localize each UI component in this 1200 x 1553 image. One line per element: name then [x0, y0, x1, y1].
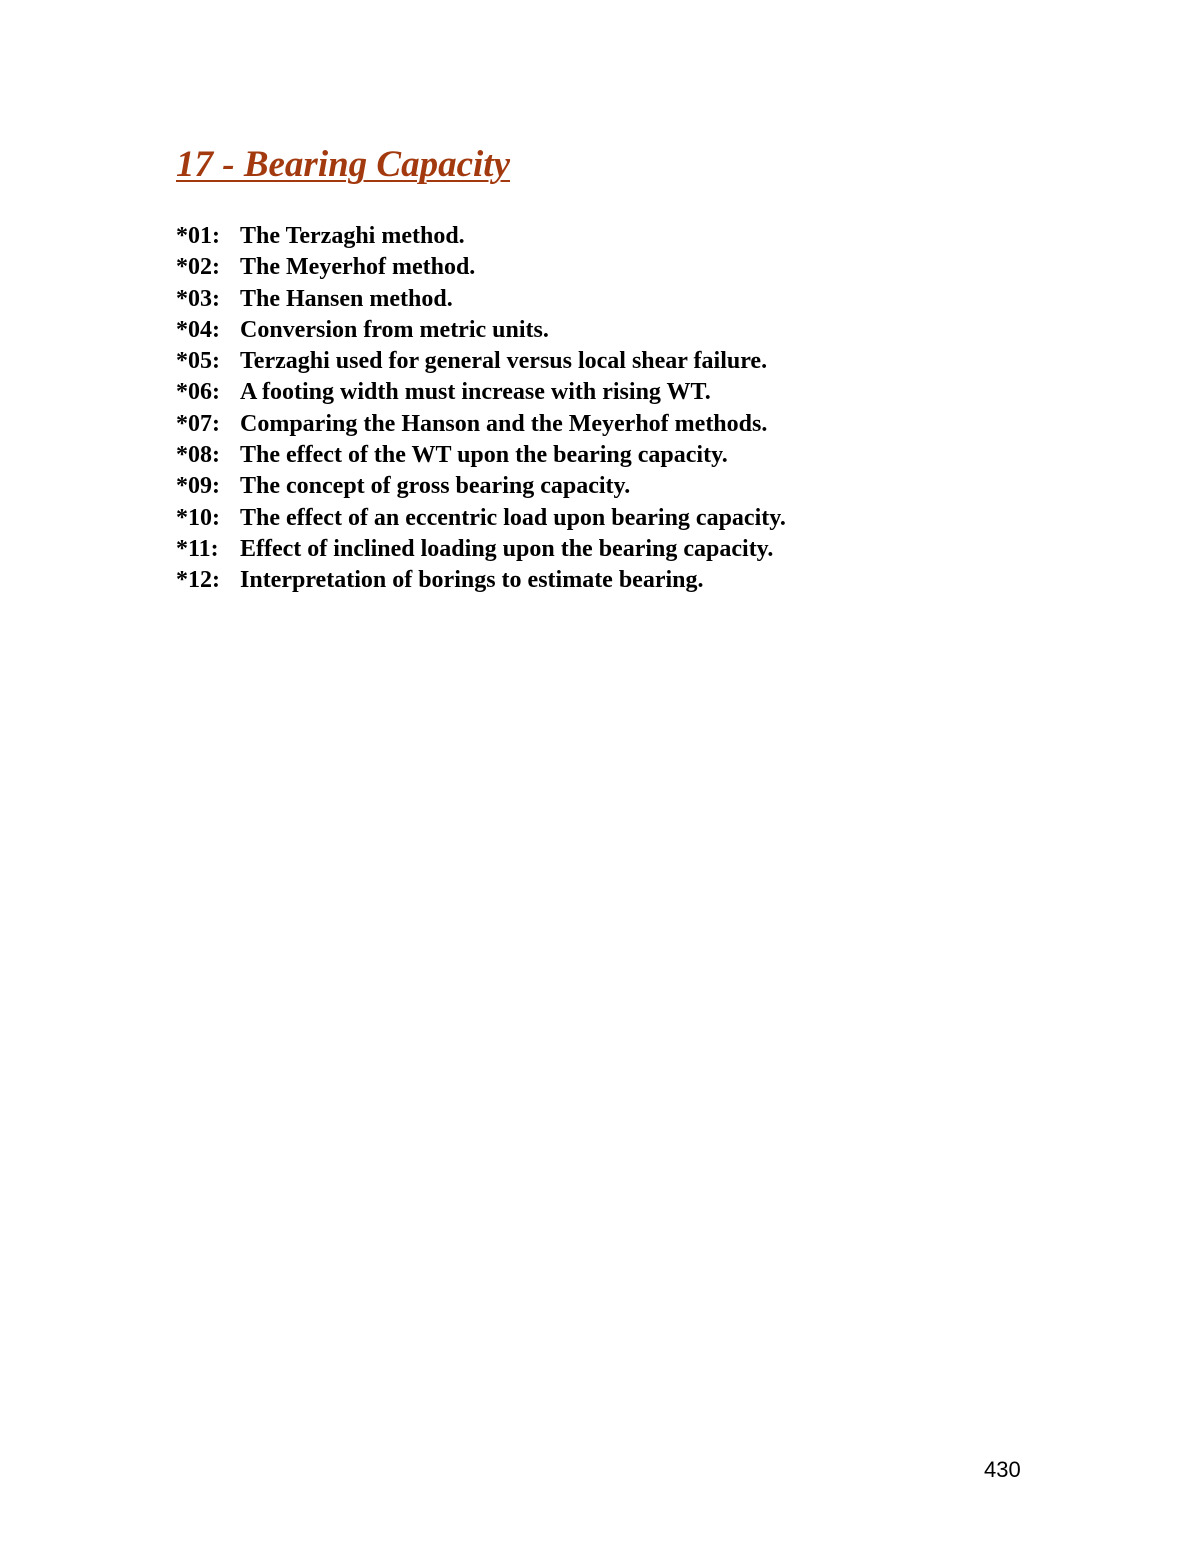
list-item	[176, 284, 786, 315]
item-number: *05:	[176, 348, 220, 375]
list-item	[176, 377, 786, 408]
list-item	[176, 565, 786, 596]
item-text: The Hansen method.	[240, 285, 453, 312]
list-item	[176, 440, 786, 471]
item-number: *03:	[176, 285, 220, 312]
item-number: *11:	[176, 535, 219, 562]
item-number: *10:	[176, 504, 220, 531]
page-number: 430	[984, 1457, 1021, 1482]
item-text: Terzaghi used for general versus local shear failure.	[240, 348, 768, 375]
list-item	[176, 503, 786, 534]
item-number: *09:	[176, 473, 220, 500]
item-number: *02:	[176, 254, 220, 281]
item-number: *04:	[176, 316, 220, 343]
list-item	[176, 534, 786, 565]
item-text: A footing width must increase with rising WT.	[240, 379, 711, 406]
item-text: Comparing the Hanson and the Meyerhof methods.	[240, 410, 768, 437]
item-text: Interpretation of borings to estimate bearing.	[240, 567, 704, 594]
contents-list	[176, 221, 786, 597]
list-item	[176, 409, 786, 440]
item-number: *07:	[176, 410, 220, 437]
item-text: The Meyerhof method.	[240, 254, 476, 281]
list-item	[176, 471, 786, 502]
item-number: *08:	[176, 442, 220, 469]
item-text: The effect of an eccentric load upon bearing capacity.	[240, 504, 786, 531]
item-text: Effect of inclined loading upon the bearing capacity.	[240, 535, 774, 562]
item-text: The concept of gross bearing capacity.	[240, 473, 631, 500]
page-title: 17 - Bearing Capacity	[176, 144, 511, 185]
item-number: *12:	[176, 567, 220, 594]
item-text: Conversion from metric units.	[240, 316, 549, 343]
list-item	[176, 252, 786, 283]
item-number: *06:	[176, 379, 220, 406]
item-text: The effect of the WT upon the bearing capacity.	[240, 442, 728, 469]
item-number: *01:	[176, 223, 220, 249]
list-item	[176, 346, 786, 377]
item-text: The Terzaghi method.	[240, 223, 465, 249]
list-item	[176, 221, 786, 252]
list-item	[176, 315, 786, 346]
